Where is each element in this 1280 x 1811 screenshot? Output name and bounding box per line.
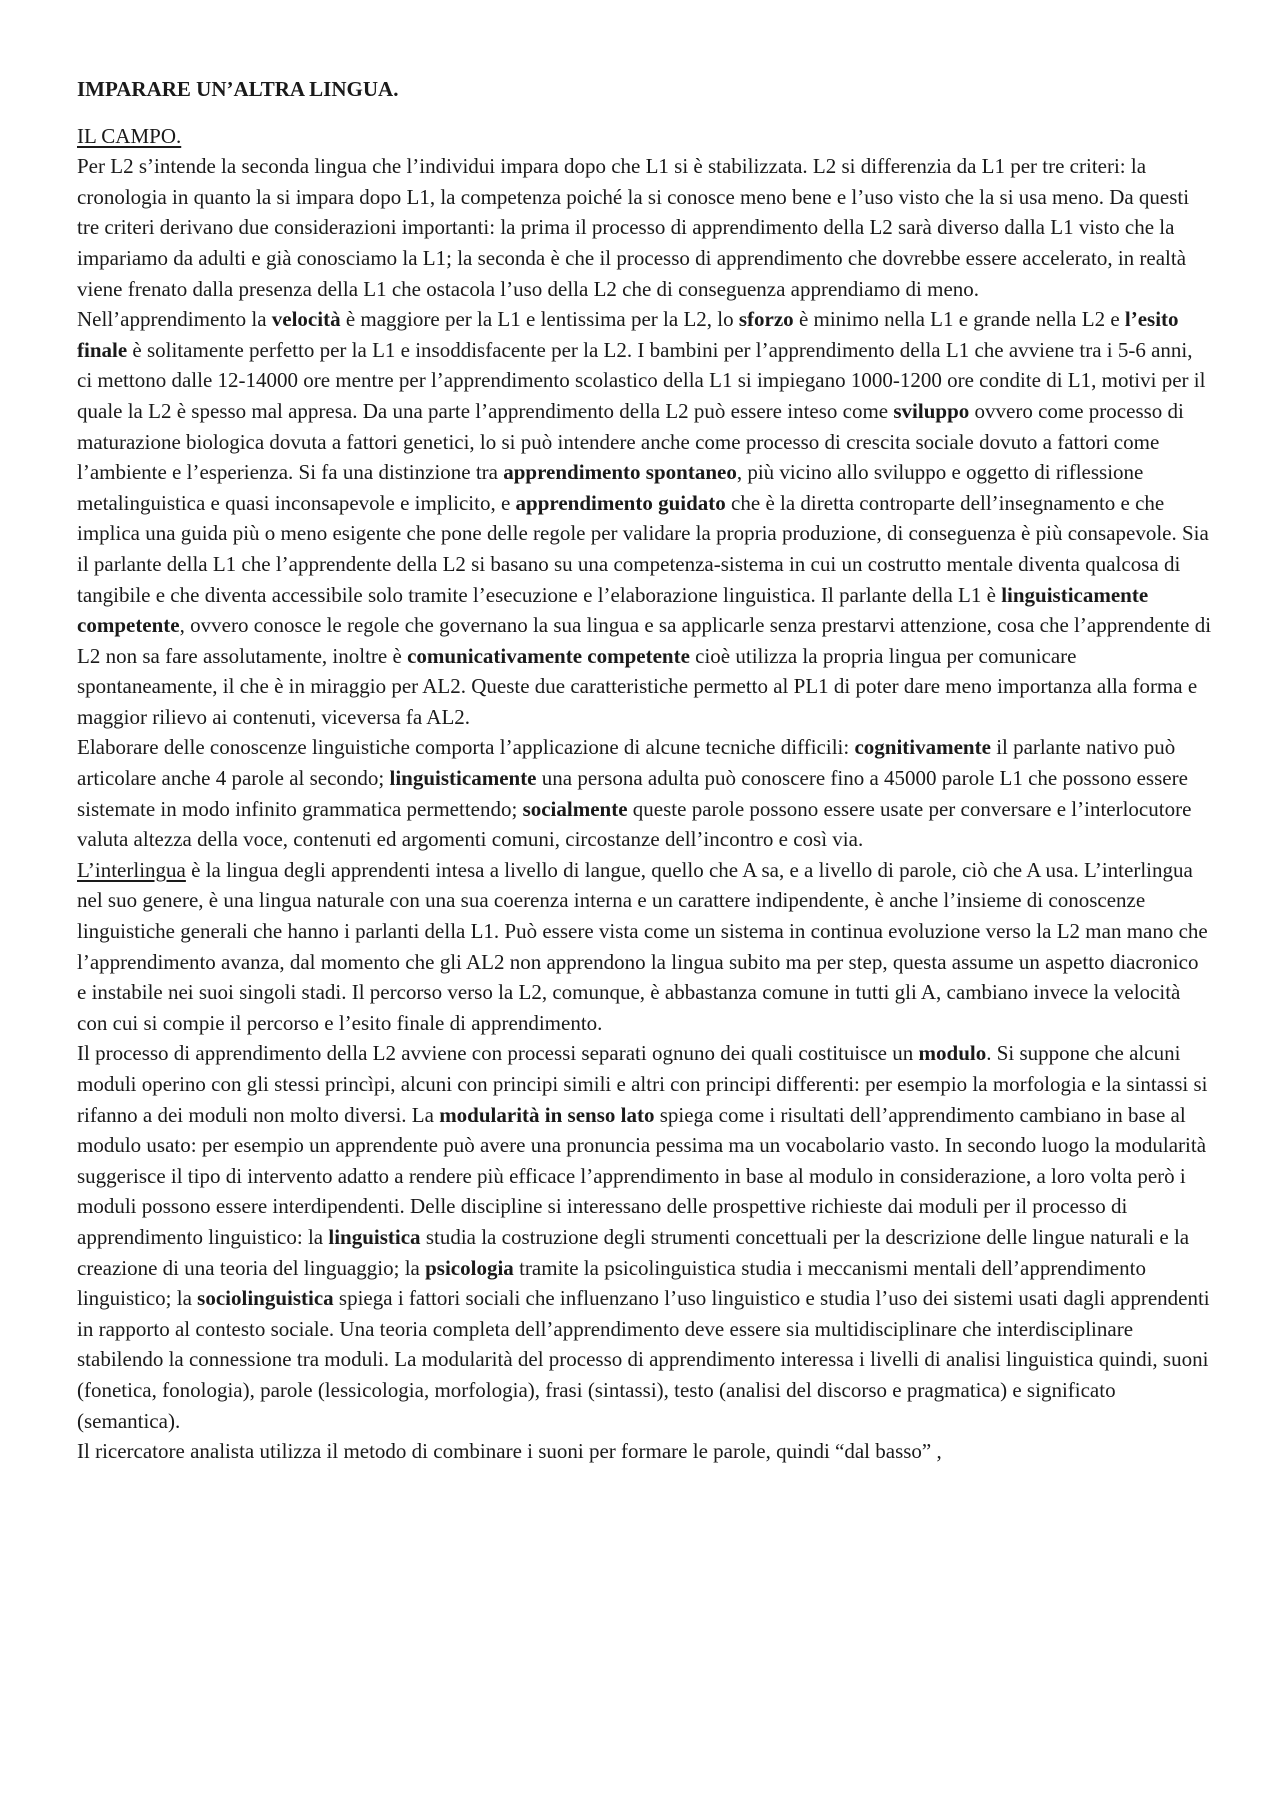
section-heading: IL CAMPO. bbox=[77, 123, 182, 148]
document-title: IMPARARE UN’ALTRA LINGUA. bbox=[77, 77, 399, 101]
text-run: Per L2 s’intende la seconda lingua che l’individui impara dopo che L1 si è stabilizzata. L2 si differenzia da L1 per tre criteri: la cronologia in quanto la si impara dopo L1, la competenza poiché la si conosce meno bene e l’uso visto che la si usa meno. Da questi tre criteri derivano due considerazioni importanti: la prima il processo di apprendimento della L2 sarà diverso dalla L1 visto che la impariamo da adulti e già conosciamo la L1; la seconda è che il processo di apprendimento che dovrebbe essere accelerato, in realtà viene frenato dalla presenza della L1 che ostacola l’uso della L2 che di conseguenza apprendiamo di meno. bbox=[77, 154, 1190, 301]
bold-term: linguistica bbox=[328, 1224, 421, 1249]
paragraph bbox=[77, 151, 1212, 304]
text-run: spiega i fattori sociali che influenzano l’uso linguistico e studia l’uso dei sistemi usati dagli apprendenti in rapporto al contesto sociale. Una teoria completa dell’apprendimento deve essere sia multidisciplinare che interdisciplinare stabilendo la connessione tra moduli. La modularità del processo di apprendimento interessa i livelli di analisi linguistica quindi, suoni (fonetica, fonologia), parole (lessicologia, morfologia), frasi (sintassi), testo (analisi del discorso e pragmatica) e significato (semantica). bbox=[77, 1286, 1210, 1433]
paragraph bbox=[77, 855, 1212, 1039]
text-run: ovvero come processo di maturazione biologica dovuta a fattori genetici, lo si può intendere anche come processo di crescita sociale dovuto a fattori come l’ambiente e l’esperienza. Si fa una distinzione tra bbox=[77, 398, 1184, 485]
text-run: queste parole possono essere usate per conversare e l’interlocutore valuta altezza della voce, contenuti ed argomenti comuni, circostanze dell’incontro e così via. bbox=[77, 796, 1192, 852]
bold-term: cognitivamente bbox=[854, 735, 991, 760]
bold-term: comunicativamente competente bbox=[407, 643, 690, 668]
bold-term: linguisticamente bbox=[389, 766, 537, 791]
document-page bbox=[77, 74, 1212, 1467]
bold-term: sviluppo bbox=[893, 398, 970, 423]
bold-term: sforzo bbox=[738, 307, 794, 332]
text-run: è maggiore per la L1 e lentissima per la L2, lo bbox=[340, 307, 739, 332]
bold-term: velocità bbox=[271, 307, 341, 332]
text-run: Nell’apprendimento la bbox=[77, 307, 272, 332]
text-run: una persona adulta può conoscere fino a 45000 parole L1 che possono essere sistemate in modo infinito grammatica permettendo; bbox=[77, 766, 1188, 821]
text-run: è minimo nella L1 e grande nella L2 e bbox=[793, 307, 1125, 332]
text-run: cioè utilizza la propria lingua per comunicare spontaneamente, il che è in miraggio per AL2. Queste due caratteristiche permetto al PL1 di poter dare meno importanza alla forma e maggior rilievo ai contenuti, viceversa fa AL2. bbox=[77, 643, 1198, 729]
bold-term: modulo bbox=[918, 1041, 987, 1066]
bold-term: socialmente bbox=[522, 796, 628, 821]
text-run: è la lingua degli apprendenti intesa a livello di langue, quello che A sa, e a livello di parole, ciò che A usa. L’interlingua nel suo genere, è una lingua naturale con una sua coerenza interna e un carattere indipendente, è anche l’insieme di conoscenze linguistiche generali che hanno i parlanti della L1. Può essere vista come un sistema in continua evoluzione verso la L2 man mano che l’apprendimento avanza, dal momento che gli AL2 non apprendono la lingua subito ma per step, questa assume un aspetto diacronico e instabile nei suoi singoli stadi. Il percorso verso la L2, comunque, è abbastanza comune in tutti gli A, cambiano invece la velocità con cui si compie il percorso e l’esito finale di apprendimento. bbox=[77, 857, 1208, 1035]
bold-term: sociolinguistica bbox=[197, 1286, 334, 1311]
text-run: Elaborare delle conoscenze linguistiche comporta l’applicazione di alcune tecniche difficili: bbox=[77, 735, 855, 760]
bold-term: linguisticamente competente bbox=[77, 582, 1149, 638]
text-run: il parlante nativo può articolare anche 4 parole al secondo; bbox=[77, 735, 1176, 791]
bold-term: psicologia bbox=[425, 1255, 514, 1280]
text-run: Il processo di apprendimento della L2 avviene con processi separati ognuno dei quali costituisce un bbox=[77, 1041, 919, 1066]
body-text bbox=[77, 151, 1212, 1467]
bold-term: l’esito finale bbox=[77, 307, 1179, 362]
underlined-term: L’interlingua bbox=[77, 857, 186, 882]
section-heading-line bbox=[77, 121, 1212, 152]
bold-term: apprendimento guidato bbox=[515, 490, 726, 515]
text-run: spiega come i risultati dell’apprendimento cambiano in base al modulo usato: per esempio un apprendente può avere una pronuncia pessima ma un vocabolario vasto. In secondo luogo la modularità suggerisce il tipo di intervento adatto a rendere più efficace l’apprendimento in base al modulo in considerazione, a loro volta però i moduli possono essere interdipendenti. Delle discipline si interessano delle prospettive richieste dai moduli per il processo di apprendimento linguistico: la bbox=[77, 1102, 1207, 1249]
text-run: Il ricercatore analista utilizza il metodo di combinare i suoni per formare le parole, quindi “dal basso” , bbox=[77, 1439, 942, 1464]
text-run: , ovvero conosce le regole che governano la sua lingua e sa applicarle senza prestarvi attenzione, cosa che l’apprendente di L2 non sa fare assolutamente, inoltre è bbox=[77, 613, 1212, 668]
bold-term: apprendimento spontaneo bbox=[503, 460, 737, 485]
text-run: , più vicino allo sviluppo e oggetto di riflessione metalinguistica e quasi inconsapevole e implicito, e bbox=[77, 460, 1144, 515]
text-run: che è la diretta controparte dell’insegnamento e che implica una guida più o meno esigente che pone delle regole per validare la propria produzione, di conseguenza è più consapevole. Sia il parlante della L1 che l’apprendente della L2 si basano su una competenza-sistema in cui un costrutto mentale diventa qualcosa di tangibile e che diventa accessibile solo tramite l’esecuzione e l’elaborazione linguistica. Il parlante della L1 è bbox=[77, 490, 1209, 607]
text-run: . Si suppone che alcuni moduli operino con gli stessi princìpi, alcuni con principi simili e altri con principi differenti: per esempio la morfologia e la sintassi si rifanno a dei moduli non molto diversi. La bbox=[77, 1041, 1208, 1127]
paragraph bbox=[77, 304, 1212, 732]
paragraph bbox=[77, 732, 1212, 854]
text-run: studia la costruzione degli strumenti concettuali per la descrizione delle lingue naturali e la creazione di una teoria del linguaggio; la bbox=[77, 1224, 1190, 1280]
text-run: è solitamente perfetto per la L1 e insoddisfacente per la L2. I bambini per l’apprendimento della L1 che avviene tra i 5-6 anni, ci mettono dalle 12-14000 ore mentre per l’apprendimento scolastico della L1 si impiegano 1000-1200 ore condite di L1, motivi per il quale la L2 è spesso mal appresa. Da una parte l’apprendimento della L2 può essere inteso come bbox=[77, 337, 1206, 423]
paragraph bbox=[77, 1436, 1212, 1467]
text-run: tramite la psicolinguistica studia i meccanismi mentali dell’apprendimento linguistico; la bbox=[77, 1255, 1146, 1311]
paragraph bbox=[77, 1038, 1212, 1436]
bold-term: modularità in senso lato bbox=[439, 1102, 655, 1127]
